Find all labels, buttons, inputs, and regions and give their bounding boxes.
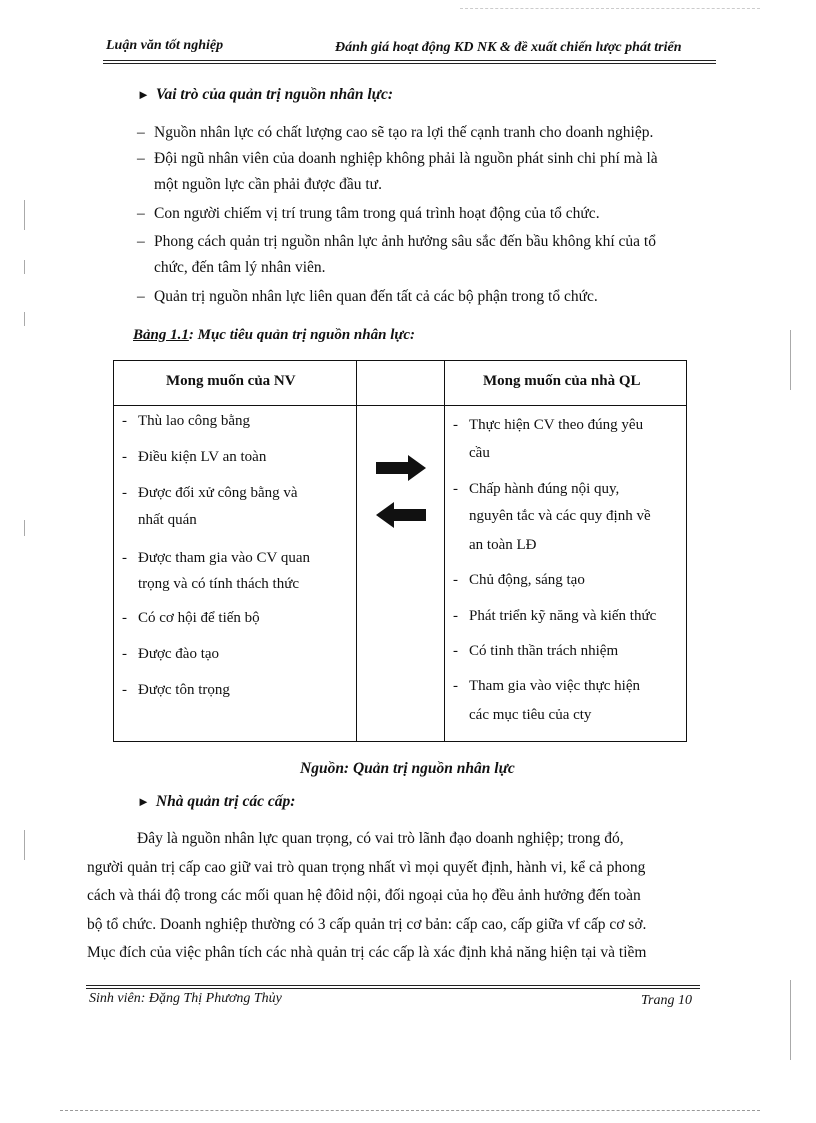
table-header-rule xyxy=(114,405,686,406)
paragraph-line: Mục đích của việc phân tích các nhà quản trị các cấp là xác định khả năng hiện tại và tiềm xyxy=(87,944,647,961)
manager-goal-text: cầu xyxy=(469,445,490,461)
scan-dashed-edge xyxy=(60,1110,760,1111)
manager-goal-text: các mục tiêu của cty xyxy=(469,707,592,723)
scan-dashed-edge xyxy=(460,8,760,9)
employee-goal-text: Được đối xử công bằng và xyxy=(138,485,298,501)
header-left-title: Luận văn tốt nghiệp xyxy=(106,38,224,53)
page-number: Trang 10 xyxy=(641,993,692,1008)
employee-goal-text: trọng và có tính thách thức xyxy=(138,576,300,592)
employee-goal-text: nhất quán xyxy=(138,512,197,528)
header-right-title: Đánh giá hoạt động KD NK & đề xuất chiến lược phát triển xyxy=(335,40,682,55)
list-item-text: Nguồn nhân lực có chất lượng cao sẽ tạo ra lợi thế cạnh tranh cho doanh nghiệp. xyxy=(154,124,654,141)
manager-goal-text: Thực hiện CV theo đúng yêu xyxy=(469,417,644,433)
scan-margin-mark xyxy=(24,260,25,274)
list-item-continuation: một nguồn lực cần phải được đầu tư. xyxy=(154,176,382,193)
employee-goal-text: Điều kiện LV an toàn xyxy=(138,449,267,465)
scan-margin-mark xyxy=(24,830,25,860)
header-rule xyxy=(103,60,716,61)
employee-goal-text: Thù lao công bằng xyxy=(138,413,251,429)
triangle-bullet-icon: ► xyxy=(137,87,150,102)
dash-bullet: – xyxy=(137,150,145,167)
table-divider xyxy=(356,361,357,741)
manager-goal-text: Tham gia vào việc thực hiện xyxy=(469,678,640,694)
table-caption-text: : Mục tiêu quản trị nguồn nhân lực: xyxy=(188,327,415,343)
list-item-text: Con người chiếm vị trí trung tâm trong quá trình hoạt động của tổ chức. xyxy=(154,205,600,222)
paragraph-line: cách và thái độ trong các mối quan hệ đôid nội, đối ngoại của họ đều ảnh hưởng đến toàn xyxy=(87,887,641,904)
scan-margin-mark xyxy=(24,520,25,536)
list-item-text: Đội ngũ nhân viên của doanh nghiệp không phải là nguồn phát sinh chi phí mà là xyxy=(154,150,658,167)
section-heading-role xyxy=(137,86,393,104)
footer-student-name: Sinh viên: Đặng Thị Phương Thủy xyxy=(89,991,282,1006)
list-item-text: Quản trị nguồn nhân lực liên quan đến tất cả các bộ phận trong tổ chức. xyxy=(154,288,598,305)
scan-margin-mark xyxy=(24,200,25,230)
triangle-bullet-icon: ► xyxy=(137,794,150,809)
list-item-continuation: chức, đến tâm lý nhân viên. xyxy=(154,259,326,276)
manager-goal-text: nguyên tắc và các quy định về xyxy=(469,508,651,524)
paragraph-line: bộ tổ chức. Doanh nghiệp thường có 3 cấp quản trị cơ bản: cấp cao, cấp giữa vf cấp cơ sở. xyxy=(87,916,647,933)
manager-goal-text: Chủ động, sáng tạo xyxy=(469,572,585,588)
dash-bullet: – xyxy=(137,288,145,305)
dash-bullet: – xyxy=(137,233,145,250)
employee-goal-text: Được đào tạo xyxy=(138,646,220,662)
dash-bullet: – xyxy=(137,124,145,141)
employee-goal-text: Có cơ hội để tiến bộ xyxy=(138,610,260,626)
column-header-manager: Mong muốn của nhà QL xyxy=(483,373,641,389)
footer-rule xyxy=(86,985,700,986)
manager-goal-text: Phát triển kỹ năng và kiến thức xyxy=(469,608,657,624)
table-divider xyxy=(444,361,445,741)
arrow-left-icon xyxy=(376,502,426,528)
scan-margin-mark xyxy=(790,330,791,390)
scan-margin-mark xyxy=(790,980,791,1060)
paragraph-line: người quản trị cấp cao giữ vai trò quan trọng nhất vì mọi quyết định, hành vi, kể cả phong xyxy=(87,859,646,876)
table-source: Nguồn: Quản trị nguồn nhân lực xyxy=(300,760,515,777)
section-heading-text: Nhà quản trị các cấp: xyxy=(155,793,296,810)
list-item-text: Phong cách quản trị nguồn nhân lực ảnh hưởng sâu sắc đến bầu không khí của tổ xyxy=(154,233,656,250)
section-heading-text: Vai trò của quản trị nguồn nhân lực: xyxy=(155,86,394,103)
employee-goal-text: Được tham gia vào CV quan xyxy=(138,550,311,566)
header-rule-thin xyxy=(103,63,716,64)
footer-rule-thick xyxy=(86,988,700,989)
manager-goal-text: Chấp hành đúng nội quy, xyxy=(469,481,620,497)
employee-goal-text: Được tôn trọng xyxy=(138,682,230,698)
table-caption-label: Bảng 1.1 xyxy=(133,327,189,343)
manager-goal-text: an toàn LĐ xyxy=(469,537,537,553)
manager-goal-text: Có tinh thần trách nhiệm xyxy=(469,643,619,659)
arrow-right-icon xyxy=(376,455,426,481)
dash-bullet: – xyxy=(137,205,145,222)
scan-margin-mark xyxy=(24,312,25,326)
section-heading-managers xyxy=(137,793,295,811)
table-caption xyxy=(133,327,415,344)
goals-table: Mong muốn của NV Mong muốn của nhà QL - Thù lao công bằng - Điều kiện LV an toàn - Được đối xử công bằng và nhất quán - Được tham gia vào CV quan trọng và có tính thách thức - Có cơ hội để tiến bộ - Được đào tạo - Được tôn trọng - Thực hiện CV theo đúng yêu cầu - Chấp hành đúng nội quy, nguyên tắc và các quy định về an toàn LĐ - Chủ động, sáng tạo - Phát triển kỹ năng và kiến thức - Có tinh thần trách nhiệm - Tham gia vào việc thực hiện các mục tiêu của cty xyxy=(113,360,687,742)
paragraph-line: Đây là nguồn nhân lực quan trọng, có vai trò lãnh đạo doanh nghiệp; trong đó, xyxy=(137,830,624,847)
column-header-employee: Mong muốn của NV xyxy=(166,373,296,389)
